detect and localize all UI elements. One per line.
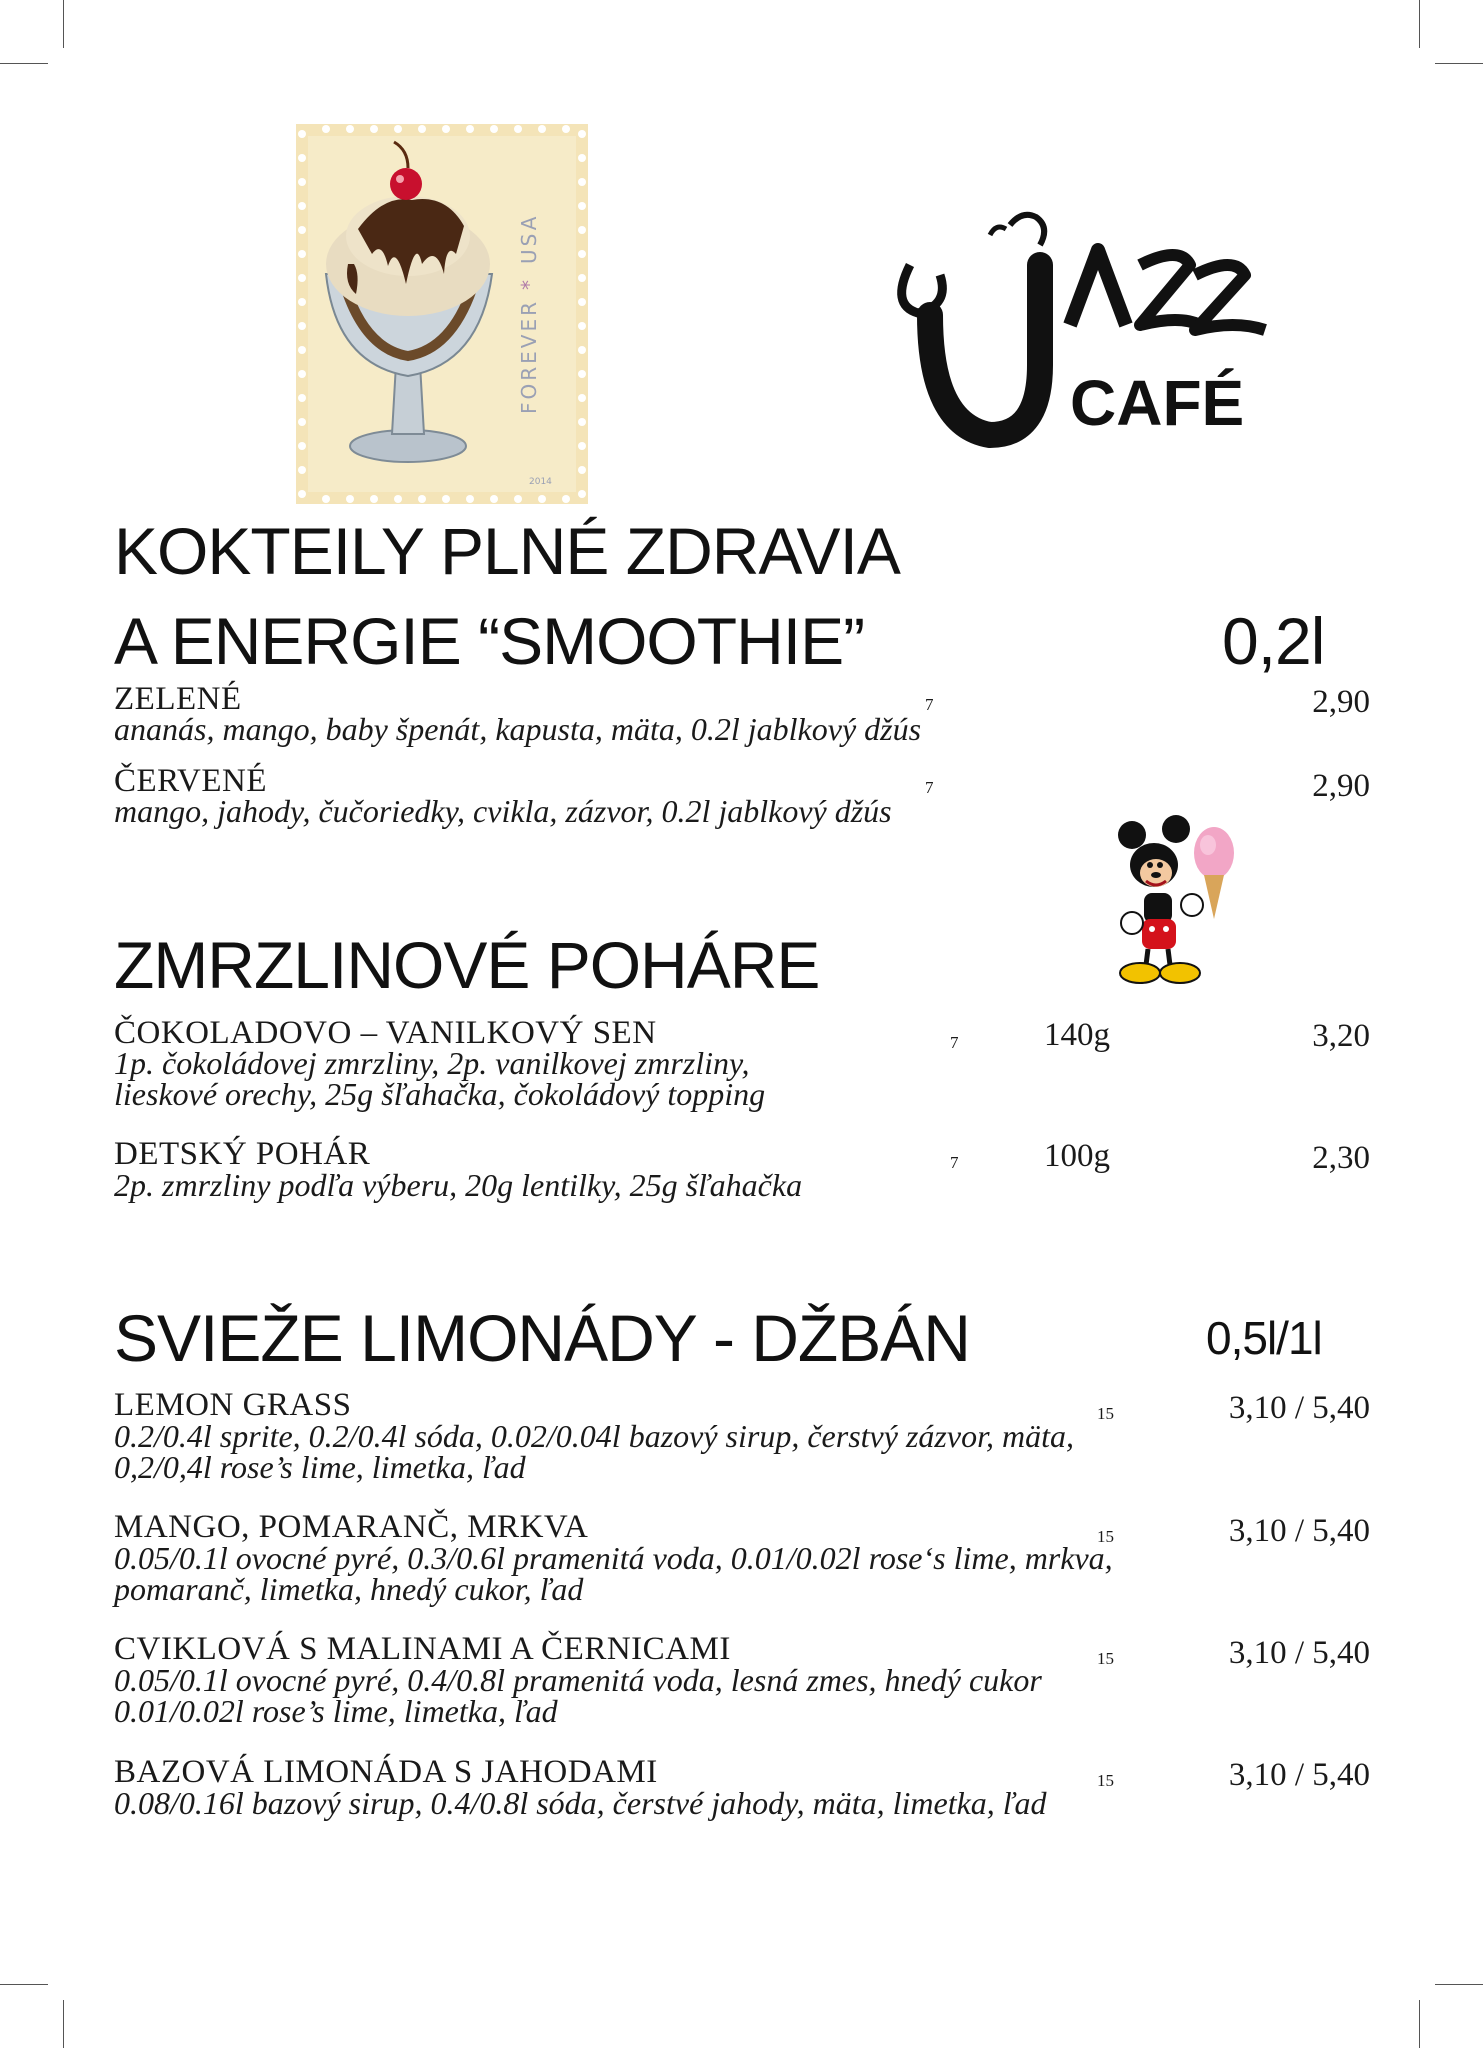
menu-item-weight: 100g: [1044, 1138, 1110, 1174]
menu-item-description: 0,2/0,4l rose’s lime, limetka, ľad: [114, 1449, 526, 1485]
menu-item-weight: 140g: [1044, 1017, 1110, 1053]
menu-item-name: DETSKÝ POHÁR: [114, 1136, 371, 1172]
crop-mark: [1435, 63, 1483, 64]
menu-item-price: 3,10 / 5,40: [1228, 1390, 1370, 1426]
stamp-star: *: [517, 280, 541, 290]
menu-item-name: MANGO, POMARANČ, MRKVA: [114, 1509, 589, 1545]
allergen-code: 15: [1097, 1771, 1114, 1790]
crop-mark: [63, 0, 64, 48]
allergen-code: 15: [1097, 1404, 1114, 1423]
menu-item-name: BAZOVÁ LIMONÁDA S JAHODAMI: [114, 1754, 658, 1790]
section-title-smoothie-line2: A ENERGIE “SMOOTHIE”: [114, 604, 865, 678]
jazz-cafe-logo: [890, 205, 1280, 450]
allergen-code: 15: [1097, 1649, 1114, 1668]
menu-item-name: CVIKLOVÁ S MALINAMI A ČERNICAMI: [114, 1631, 731, 1667]
allergen-code: 7: [925, 695, 934, 714]
menu-item-price: 2,30: [1312, 1140, 1370, 1176]
menu-item-name: LEMON GRASS: [114, 1387, 352, 1423]
stamp-text: FOREVER: [517, 299, 541, 414]
crop-mark: [63, 2000, 64, 2048]
menu-item-description: 0.05/0.1l ovocné pyré, 0.3/0.6l pramenitá voda, 0.01/0.02l rose‘s lime, mrkva,: [114, 1540, 1113, 1576]
menu-item-description: 0.2/0.4l sprite, 0.2/0.4l sóda, 0.02/0.04l bazový sirup, čerstvý zázvor, mäta,: [114, 1418, 1074, 1454]
crop-mark: [1419, 2000, 1420, 2048]
menu-item-description: 0.01/0.02l rose’s lime, limetka, ľad: [114, 1693, 558, 1729]
menu-item-description: 2p. zmrzliny podľa výberu, 20g lentilky, 25g šľahačka: [114, 1167, 803, 1203]
menu-item-description: 0.08/0.16l bazový sirup, 0.4/0.8l sóda, čerstvé jahody, mäta, limetka, ľad: [114, 1785, 1047, 1821]
menu-item-description: mango, jahody, čučoriedky, cvikla, zázvor, 0.2l jablkový džús: [114, 793, 892, 829]
menu-item-description: pomaranč, limetka, hnedý cukor, ľad: [114, 1571, 584, 1607]
menu-item-description: lieskové orechy, 25g šľahačka, čokoládový topping: [114, 1076, 766, 1112]
stamp-country: USA: [517, 213, 541, 264]
crop-mark: [1435, 1984, 1483, 1985]
allergen-code: 7: [950, 1033, 959, 1052]
menu-item-description: ananás, mango, baby špenát, kapusta, mäta, 0.2l jablkový džús: [114, 711, 922, 747]
menu-item-price: 2,90: [1312, 768, 1370, 804]
menu-item-price: 3,10 / 5,40: [1228, 1757, 1370, 1793]
allergen-code: 7: [950, 1153, 959, 1172]
mickey-mouse-image: [1118, 815, 1236, 987]
section-size-smoothie: 0,2l: [1222, 604, 1325, 678]
allergen-code: 7: [925, 778, 934, 797]
menu-item-description: 0.05/0.1l ovocné pyré, 0.4/0.8l pramenitá voda, lesná zmes, hnedý cukor: [114, 1662, 1042, 1698]
allergen-code: 15: [1097, 1527, 1114, 1546]
menu-item-price: 2,90: [1312, 684, 1370, 720]
menu-item-name: ZELENÉ: [114, 681, 242, 717]
crop-mark: [0, 1984, 48, 1985]
sundae-stamp-image: [296, 124, 588, 504]
crop-mark: [1419, 0, 1420, 48]
menu-item-price: 3,10 / 5,40: [1228, 1635, 1370, 1671]
section-size-lemonade: 0,5l/1l: [1206, 1312, 1322, 1364]
section-title-smoothie: KOKTEILY PLNÉ ZDRAVIA: [114, 514, 900, 588]
crop-mark: [0, 63, 48, 64]
stamp-year: 2014: [529, 477, 552, 487]
menu-item-name: ČOKOLADOVO – VANILKOVÝ SEN: [114, 1015, 657, 1051]
section-title-lemonade: SVIEŽE LIMONÁDY - DŽBÁN: [114, 1301, 970, 1375]
logo-cafe-text: CAFÉ: [1070, 367, 1245, 439]
section-title-icecream: ZMRZLINOVÉ POHÁRE: [114, 928, 820, 1002]
menu-item-price: 3,10 / 5,40: [1228, 1513, 1370, 1549]
menu-item-description: 1p. čokoládovej zmrzliny, 2p. vanilkovej zmrzliny,: [114, 1045, 750, 1081]
menu-item-price: 3,20: [1312, 1018, 1370, 1054]
menu-item-name: ČERVENÉ: [114, 763, 268, 799]
